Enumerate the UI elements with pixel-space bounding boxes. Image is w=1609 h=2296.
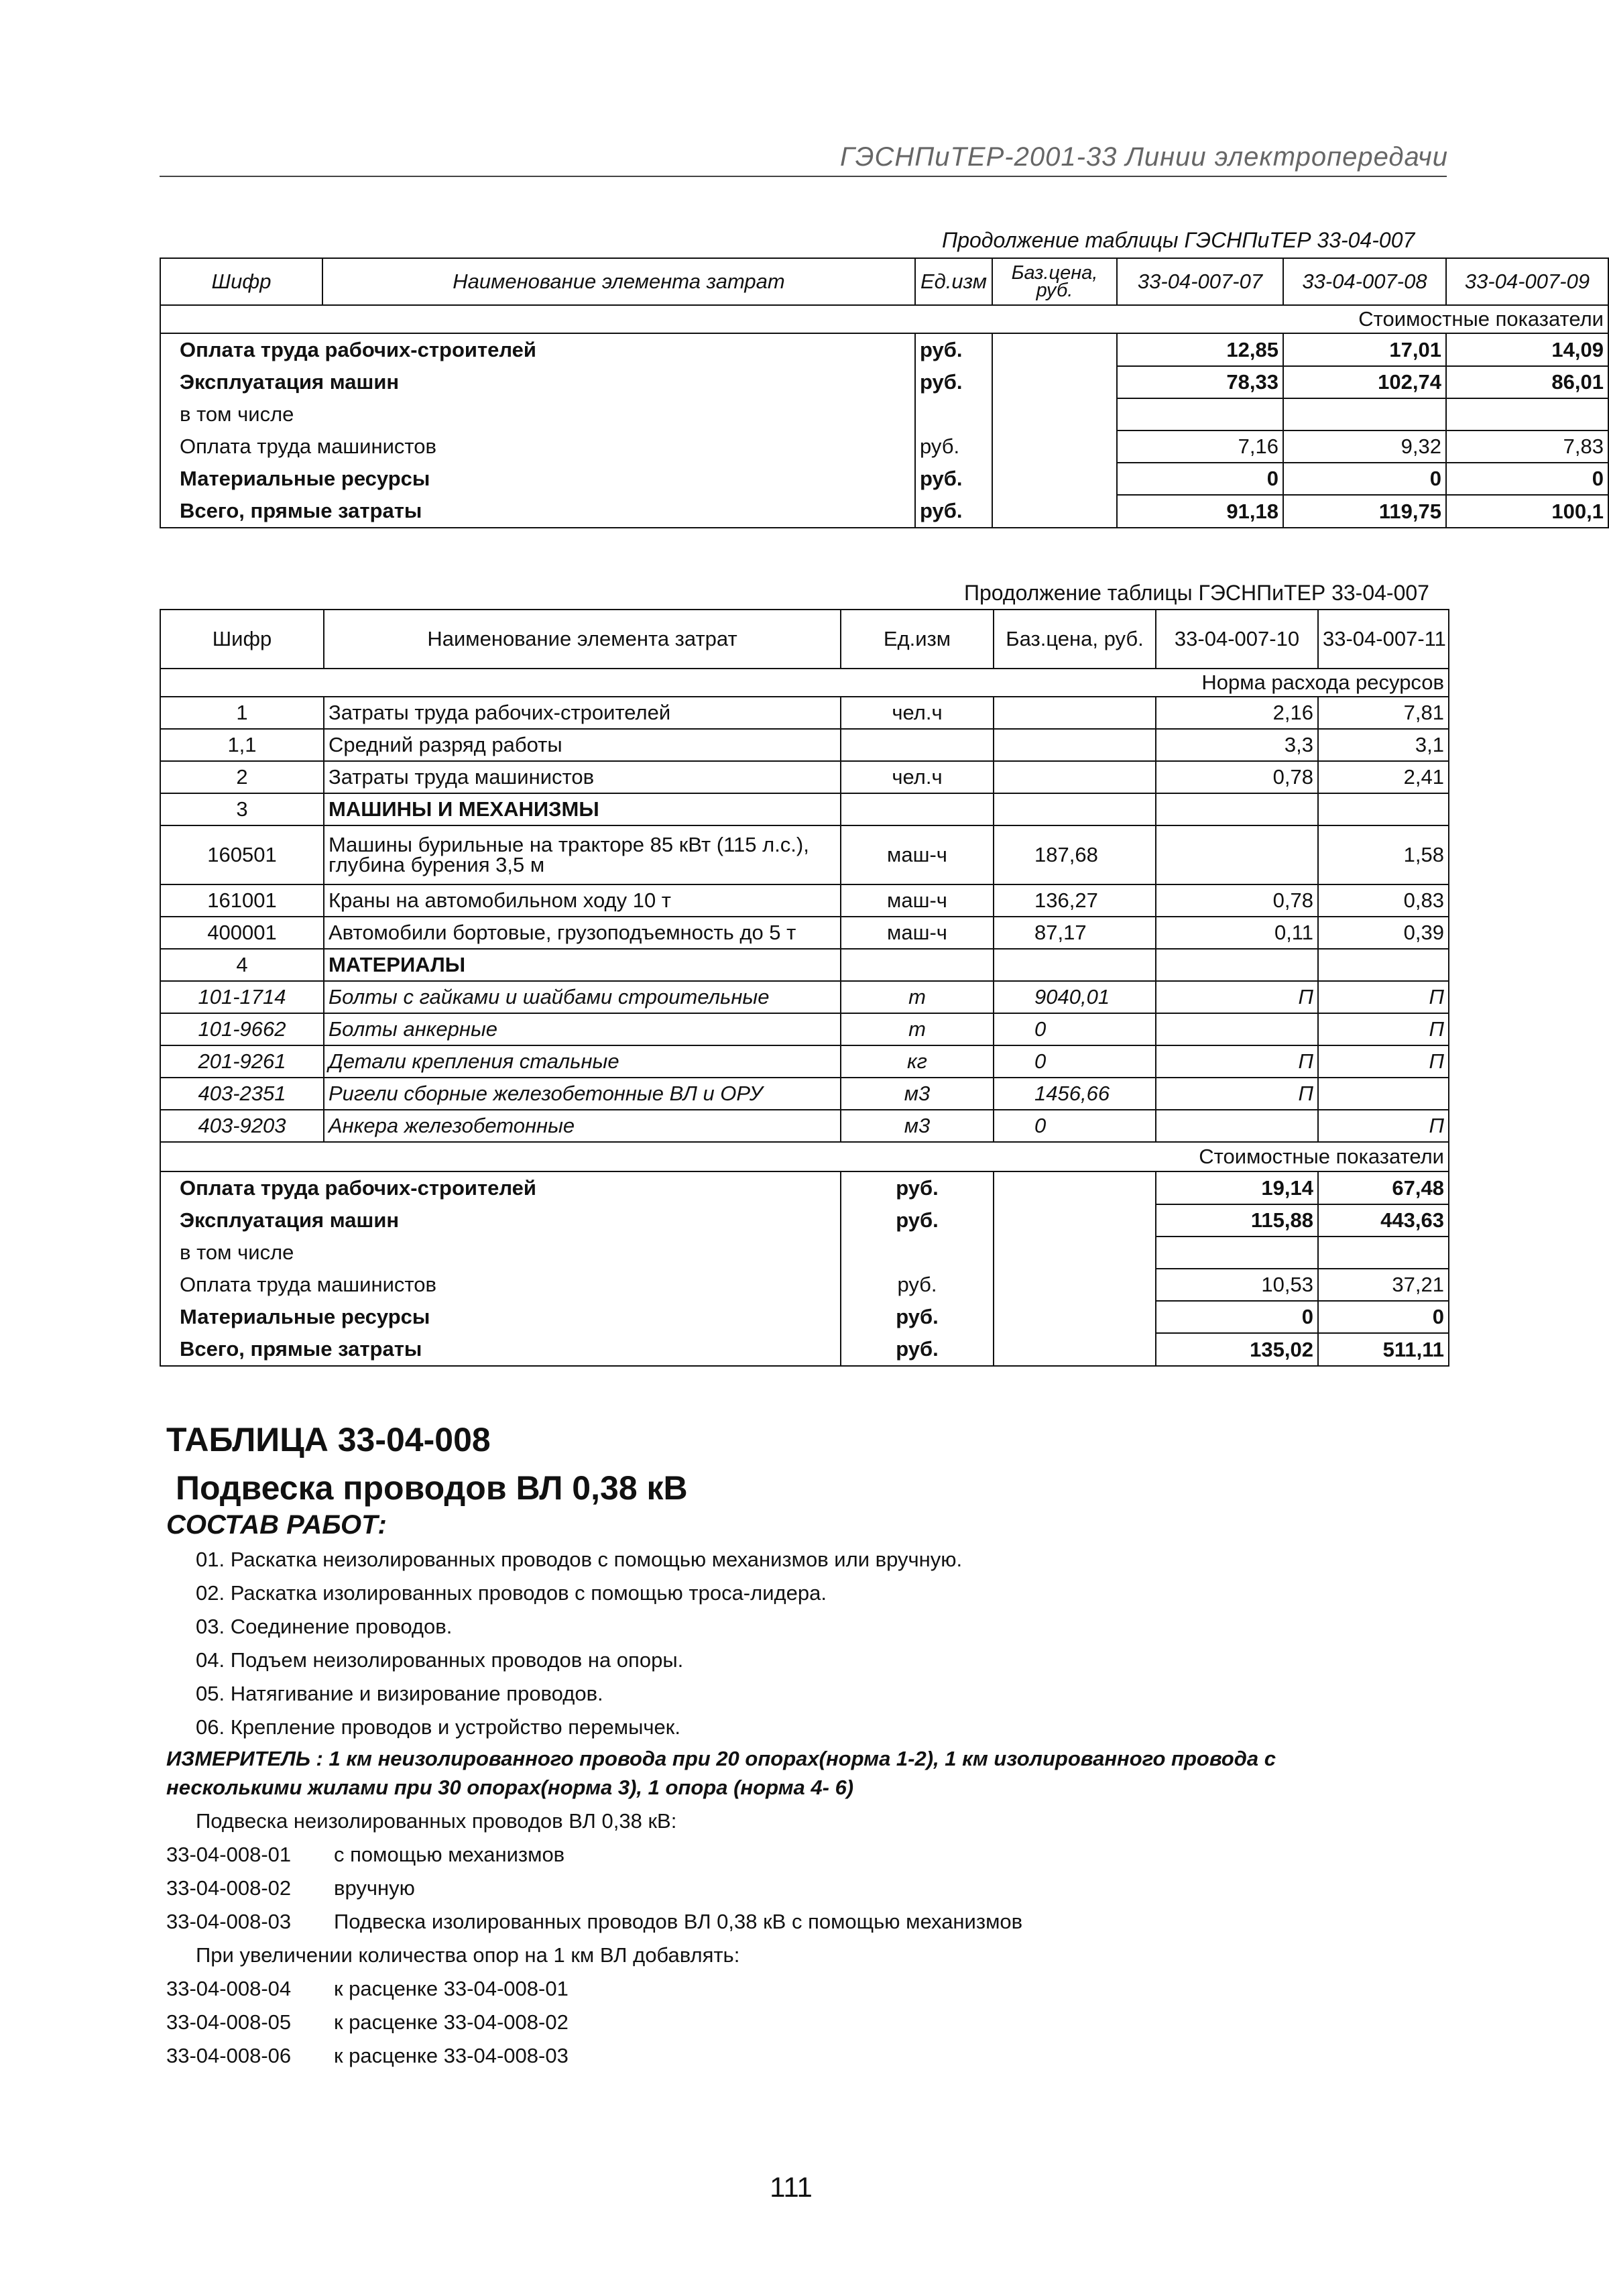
- item-code: 33-04-008-02: [166, 1876, 292, 1900]
- resource-name: МАТЕРИАЛЫ: [324, 949, 841, 981]
- resource-price: 1456,66: [994, 1078, 1156, 1110]
- resource-unit: т: [841, 981, 994, 1013]
- resource-code: 160501: [160, 825, 324, 884]
- intro-unisolated: Подвеска неизолированных проводов ВЛ 0,38 кВ:: [196, 1809, 677, 1833]
- cost-name: Оплата труда рабочих-строителей: [160, 333, 915, 366]
- resource-code: 3: [160, 793, 324, 825]
- col-09: 33-04-007-09: [1446, 258, 1608, 305]
- item-row: [166, 1876, 415, 1910]
- table-row: [160, 1237, 1449, 1269]
- resource-price: 0: [994, 1045, 1156, 1078]
- item-row: [166, 1843, 565, 1876]
- item-text: к расценке 33-04-008-03: [334, 2044, 569, 2067]
- item-row: [166, 1977, 569, 2010]
- cost-value: 0: [1283, 463, 1446, 495]
- resource-price: 9040,01: [994, 981, 1156, 1013]
- resource-price: [994, 761, 1156, 793]
- table-title: ТАБЛИЦА 33-04-008: [166, 1421, 491, 1458]
- resource-price: 0: [994, 1013, 1156, 1045]
- resource-name: МАШИНЫ И МЕХАНИЗМЫ: [324, 793, 841, 825]
- table-row: [160, 431, 1608, 463]
- t2-col-code: Шифр: [160, 610, 324, 669]
- resource-price: [994, 793, 1156, 825]
- cost-name: Эксплуатация машин: [160, 1204, 841, 1237]
- item-text: к расценке 33-04-008-01: [334, 1977, 569, 2000]
- resource-name: Краны на автомобильном ходу 10 т: [324, 884, 841, 917]
- cost-price: [994, 1333, 1156, 1366]
- cost-value: 17,01: [1283, 333, 1446, 366]
- resource-name: Автомобили бортовые, грузоподъемность до 5 т: [324, 917, 841, 949]
- cost-value: 67,48: [1318, 1171, 1449, 1204]
- table-subtitle: Подвеска проводов ВЛ 0,38 кВ: [176, 1469, 688, 1507]
- cost-price: [994, 1301, 1156, 1333]
- resource-code: 4: [160, 949, 324, 981]
- cost-value: 14,09: [1446, 333, 1608, 366]
- resource-value: [1156, 949, 1318, 981]
- work-item: 03. Соединение проводов.: [196, 1615, 453, 1638]
- table-row: [160, 825, 1449, 884]
- resource-value: П: [1156, 981, 1318, 1013]
- table-row: [160, 1045, 1449, 1078]
- resource-value: 1,58: [1318, 825, 1449, 884]
- col-unit: Ед.изм: [915, 258, 992, 305]
- cost-value: 0: [1156, 1301, 1318, 1333]
- item-code: 33-04-008-05: [166, 2010, 292, 2034]
- work-item: 05. Натягивание и визирование проводов.: [196, 1682, 603, 1705]
- resource-value: П: [1318, 1110, 1449, 1142]
- cost-name: Всего, прямые затраты: [160, 495, 915, 528]
- resource-price: 0: [994, 1110, 1156, 1142]
- cost-unit: руб.: [841, 1171, 994, 1204]
- table-row: [160, 1204, 1449, 1237]
- resource-code: 400001: [160, 917, 324, 949]
- resource-code: 403-2351: [160, 1078, 324, 1110]
- cost-name: в том числе: [160, 398, 915, 431]
- cost-value: 12,85: [1117, 333, 1283, 366]
- resource-name: Детали крепления стальные: [324, 1045, 841, 1078]
- table-row: [160, 761, 1449, 793]
- item-row: [166, 2010, 569, 2044]
- cost-unit: руб.: [915, 333, 992, 366]
- resource-unit: [841, 729, 994, 761]
- cost-price: [994, 1237, 1156, 1269]
- cost-unit: [915, 398, 992, 431]
- table2-caption: Продолжение таблицы ГЭСНПиТЕР 33-04-007: [964, 581, 1429, 605]
- table-row: [160, 884, 1449, 917]
- header-rule: [160, 176, 1447, 177]
- t2-col-unit: Ед.изм: [841, 610, 994, 669]
- cost-value: 7,83: [1446, 431, 1608, 463]
- table-row: [160, 1078, 1449, 1110]
- resource-unit: маш-ч: [841, 825, 994, 884]
- cost-price: [992, 463, 1117, 495]
- cost-price: [992, 495, 1117, 528]
- cost-name: Материальные ресурсы: [160, 1301, 841, 1333]
- cost-value: 0: [1117, 463, 1283, 495]
- resource-value: П: [1318, 1045, 1449, 1078]
- resource-code: 101-1714: [160, 981, 324, 1013]
- item-row: [166, 2044, 569, 2077]
- item-code: 33-04-008-06: [166, 2044, 292, 2067]
- col-08: 33-04-007-08: [1283, 258, 1446, 305]
- table-row: [160, 981, 1449, 1013]
- col-07: 33-04-007-07: [1117, 258, 1283, 305]
- cost-name: Оплата труда машинистов: [160, 1269, 841, 1301]
- resource-value: 2,41: [1318, 761, 1449, 793]
- cost-value: [1117, 398, 1283, 431]
- cost-name: Материальные ресурсы: [160, 463, 915, 495]
- cost-price: [994, 1204, 1156, 1237]
- table-row: [160, 495, 1608, 528]
- table-row: [160, 1013, 1449, 1045]
- item-code: 33-04-008-04: [166, 1977, 292, 2000]
- resource-price: 187,68: [994, 825, 1156, 884]
- col-name: Наименование элемента затрат: [322, 258, 915, 305]
- works-title: СОСТАВ РАБОТ:: [166, 1510, 387, 1540]
- cost-name: Оплата труда рабочих-строителей: [160, 1171, 841, 1204]
- resource-price: 87,17: [994, 917, 1156, 949]
- resource-name: Машины бурильные на тракторе 85 кВт (115 л.с.), глубина бурения 3,5 м: [324, 825, 841, 884]
- table-row: [160, 1171, 1449, 1204]
- resource-value: П: [1156, 1045, 1318, 1078]
- table-row: [160, 1269, 1449, 1301]
- cost-value: 100,1: [1446, 495, 1608, 528]
- cost-value: 115,88: [1156, 1204, 1318, 1237]
- cost-unit: руб.: [841, 1333, 994, 1366]
- resource-value: 0,39: [1318, 917, 1449, 949]
- resource-unit: маш-ч: [841, 884, 994, 917]
- cost-price: [992, 366, 1117, 398]
- resource-unit: [841, 949, 994, 981]
- cost-value: 78,33: [1117, 366, 1283, 398]
- item-text: вручную: [334, 1876, 415, 1900]
- resource-value: [1318, 1078, 1449, 1110]
- resource-name: Затраты труда рабочих-строителей: [324, 697, 841, 729]
- resource-name: Затраты труда машинистов: [324, 761, 841, 793]
- resource-value: 0,11: [1156, 917, 1318, 949]
- resource-code: 2: [160, 761, 324, 793]
- work-item: 04. Подъем неизолированных проводов на опоры.: [196, 1648, 684, 1672]
- cost-unit: руб.: [915, 366, 992, 398]
- cost-value: 86,01: [1446, 366, 1608, 398]
- cost-price: [992, 431, 1117, 463]
- cost-value: 0: [1318, 1301, 1449, 1333]
- cost-value: [1283, 398, 1446, 431]
- cost-price: [992, 333, 1117, 366]
- resource-code: 1,1: [160, 729, 324, 761]
- cost-value: 9,32: [1283, 431, 1446, 463]
- resource-value: [1156, 1013, 1318, 1045]
- cost-unit: руб.: [841, 1269, 994, 1301]
- resource-code: 1: [160, 697, 324, 729]
- resource-value: П: [1318, 1013, 1449, 1045]
- resource-unit: маш-ч: [841, 917, 994, 949]
- table-row: [160, 949, 1449, 981]
- resource-value: [1318, 793, 1449, 825]
- t2-col-11: 33-04-007-11: [1318, 610, 1449, 669]
- table-row: [160, 697, 1449, 729]
- resource-name: Ригели сборные железобетонные ВЛ и ОРУ: [324, 1078, 841, 1110]
- resource-price: [994, 697, 1156, 729]
- cost-unit: руб.: [915, 495, 992, 528]
- table-row: [160, 333, 1608, 366]
- cost-value: 511,11: [1318, 1333, 1449, 1366]
- table-row: [160, 729, 1449, 761]
- resource-unit: м3: [841, 1078, 994, 1110]
- cost-value: 119,75: [1283, 495, 1446, 528]
- resource-unit: т: [841, 1013, 994, 1045]
- resource-unit: чел.ч: [841, 697, 994, 729]
- resource-name: Болты с гайками и шайбами строительные: [324, 981, 841, 1013]
- item-code: 33-04-008-01: [166, 1843, 292, 1866]
- cost-value: 7,16: [1117, 431, 1283, 463]
- cost-value: 102,74: [1283, 366, 1446, 398]
- item-text: к расценке 33-04-008-02: [334, 2010, 569, 2034]
- resource-unit: м3: [841, 1110, 994, 1142]
- cost-value: 443,63: [1318, 1204, 1449, 1237]
- col-code: Шифр: [160, 258, 322, 305]
- resource-code: 403-9203: [160, 1110, 324, 1142]
- cost-unit: руб.: [915, 431, 992, 463]
- cost-name: в том числе: [160, 1237, 841, 1269]
- resource-unit: кг: [841, 1045, 994, 1078]
- resource-name: Болты анкерные: [324, 1013, 841, 1045]
- resource-code: 101-9662: [160, 1013, 324, 1045]
- item-text: Подвеска изолированных проводов ВЛ 0,38 кВ с помощью механизмов: [334, 1910, 1023, 1933]
- table1-caption: Продолжение таблицы ГЭСНПиТЕР 33-04-007: [942, 228, 1415, 252]
- table2: [160, 609, 1449, 1367]
- cost-name: Всего, прямые затраты: [160, 1333, 841, 1366]
- resource-price: [994, 949, 1156, 981]
- works-list: [196, 1548, 962, 1749]
- table-row: [160, 793, 1449, 825]
- measure-line-1: ИЗМЕРИТЕЛЬ : 1 км неизолированного провода при 20 опорах(норма 1-2), 1 км изолированного провода с: [166, 1747, 1276, 1770]
- resource-value: [1156, 793, 1318, 825]
- running-title: ГЭСНПиТЕР-2001-33 Линии электропередачи: [839, 142, 1448, 172]
- t2-col-name: Наименование элемента затрат: [324, 610, 841, 669]
- resource-value: [1156, 825, 1318, 884]
- resource-value: 0,83: [1318, 884, 1449, 917]
- page-number: 111: [770, 2171, 813, 2203]
- col-price: Баз.цена, руб.: [992, 258, 1117, 305]
- cost-name: Эксплуатация машин: [160, 366, 915, 398]
- resource-value: П: [1318, 981, 1449, 1013]
- resource-unit: чел.ч: [841, 761, 994, 793]
- item-text: с помощью механизмов: [334, 1843, 565, 1866]
- table-row: [160, 1301, 1449, 1333]
- resource-value: 7,81: [1318, 697, 1449, 729]
- cost-value: 91,18: [1117, 495, 1283, 528]
- cost-value: [1156, 1237, 1318, 1269]
- t2-col-10: 33-04-007-10: [1156, 610, 1318, 669]
- table-row: [160, 1333, 1449, 1366]
- resource-price: [994, 729, 1156, 761]
- table1-section: Стоимостные показатели: [160, 305, 1608, 333]
- cost-value: 37,21: [1318, 1269, 1449, 1301]
- resource-value: 3,3: [1156, 729, 1318, 761]
- table-row: [160, 398, 1608, 431]
- work-item: 02. Раскатка изолированных проводов с помощью троса-лидера.: [196, 1581, 827, 1605]
- work-item: 01. Раскатка неизолированных проводов с помощью механизмов или вручную.: [196, 1548, 963, 1571]
- table-row: [160, 1110, 1449, 1142]
- cost-price: [994, 1171, 1156, 1204]
- cost-value: [1446, 398, 1608, 431]
- items2-list: [166, 1977, 569, 2077]
- work-item: 06. Крепление проводов и устройство перемычек.: [196, 1715, 680, 1739]
- cost-unit: руб.: [915, 463, 992, 495]
- resource-value: 0,78: [1156, 761, 1318, 793]
- resource-price: 136,27: [994, 884, 1156, 917]
- cost-value: 0: [1446, 463, 1608, 495]
- cost-price: [994, 1269, 1156, 1301]
- cost-name: Оплата труда машинистов: [160, 431, 915, 463]
- intro-add: При увеличении количества опор на 1 км ВЛ добавлять:: [196, 1943, 740, 1967]
- resource-code: 161001: [160, 884, 324, 917]
- resource-name: Средний разряд работы: [324, 729, 841, 761]
- item-code: 33-04-008-03: [166, 1910, 292, 1933]
- resource-value: П: [1156, 1078, 1318, 1110]
- t2-col-price: Баз.цена, руб.: [994, 610, 1156, 669]
- cost-value: 135,02: [1156, 1333, 1318, 1366]
- table-row: [160, 463, 1608, 495]
- resource-value: 0,78: [1156, 884, 1318, 917]
- table-row: [160, 917, 1449, 949]
- item-row: [166, 1910, 1023, 1943]
- resource-value: 3,1: [1318, 729, 1449, 761]
- resource-unit: [841, 793, 994, 825]
- cost-value: [1318, 1237, 1449, 1269]
- resource-value: 2,16: [1156, 697, 1318, 729]
- resource-value: [1156, 1110, 1318, 1142]
- cost-price: [992, 398, 1117, 431]
- resource-value: [1318, 949, 1449, 981]
- cost-unit: [841, 1237, 994, 1269]
- resource-name: Анкера железобетонные: [324, 1110, 841, 1142]
- cost-value: 10,53: [1156, 1269, 1318, 1301]
- items-list: [166, 1843, 1023, 1943]
- table2-section-cost: Стоимостные показатели: [160, 1142, 1449, 1171]
- table-row: [160, 366, 1608, 398]
- resource-code: 201-9261: [160, 1045, 324, 1078]
- cost-unit: руб.: [841, 1204, 994, 1237]
- table2-section-norm: Норма расхода ресурсов: [160, 669, 1449, 697]
- cost-unit: руб.: [841, 1301, 994, 1333]
- table1: [160, 257, 1609, 528]
- measure-line-2: несколькими жилами при 30 опорах(норма 3), 1 опора (норма 4- 6): [166, 1776, 854, 1799]
- cost-value: 19,14: [1156, 1171, 1318, 1204]
